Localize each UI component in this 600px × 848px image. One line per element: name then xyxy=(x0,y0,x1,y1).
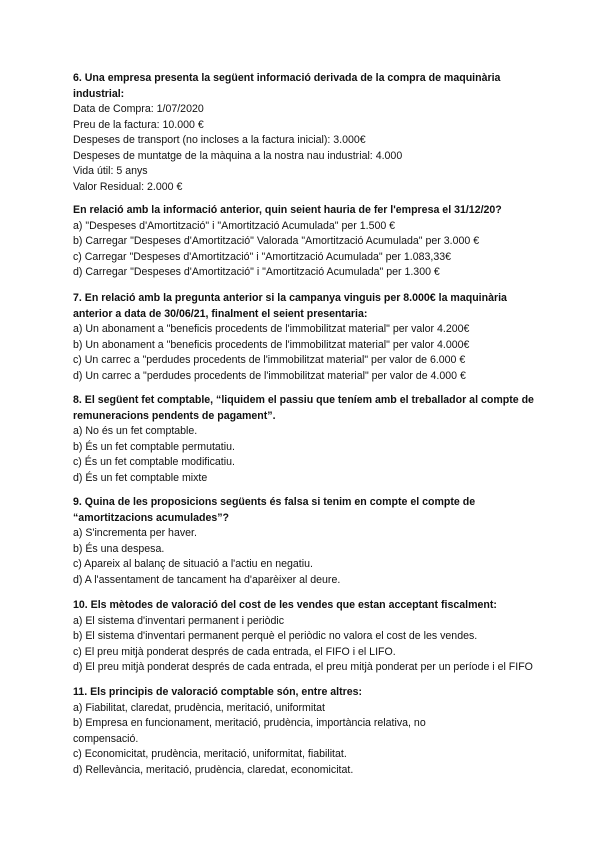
purchase-date: Data de Compra: 1/07/2020 xyxy=(73,103,204,115)
question-9-title: 9. Quina de les proposicions següents és falsa si tenim en compte el compte de “amortitzacions acumulades”? xyxy=(73,496,476,524)
question-11-title: 11. Els principis de valoració comptable són, entre altres: xyxy=(73,686,363,698)
option-c: c) Economicitat, prudència, meritació, uniformitat, fiabilitat. xyxy=(73,748,347,760)
option-d: d) Carregar "Despeses d'Amortització" i "Amortització Acumulada" per 1.300 € xyxy=(73,266,440,278)
option-a: a) No és un fet comptable. xyxy=(73,425,198,437)
option-d: d) És un fet comptable mixte xyxy=(73,471,208,484)
option-b: b) El sistema d'inventari permanent perquè el periòdic no valora el cost de les vendes. xyxy=(73,630,478,642)
transport-costs: Despeses de transport (no incloses a la factura inicial): 3.000€ xyxy=(73,134,366,146)
residual-value: Valor Residual: 2.000 € xyxy=(73,180,183,193)
option-b: b) És una despesa. xyxy=(73,542,165,555)
question-9 xyxy=(73,495,543,588)
assembly-costs: Despeses de muntatge de la màquina a la nostra nau industrial: 4.000 xyxy=(73,149,403,162)
question-7 xyxy=(73,291,543,384)
question-6-followup-title: En relació amb la informació anterior, quin seient hauria de fer l'empresa el 31/12/20? xyxy=(73,204,502,216)
option-b: b) Un abonament a "beneficis procedents de l'immobilitzat material" per valor 4.000€ xyxy=(73,338,470,351)
useful-life: Vida útil: 5 anys xyxy=(73,165,148,177)
invoice-price: Preu de la factura: 10.000 € xyxy=(73,118,204,131)
option-b: b) És un fet comptable permutatiu. xyxy=(73,440,235,453)
question-8-title: 8. El següent fet comptable, “liquidem el passiu que teníem amb el treballador al compte de remuneracions pendents de pagament”. xyxy=(73,394,534,422)
option-a: a) S'incrementa per haver. xyxy=(73,527,197,539)
option-d: d) Un carrec a "perdudes procedents de l'immobilitzat material" per valor de 4.000 € xyxy=(73,369,466,382)
option-b: b) Carregar "Despeses d'Amortització" Valorada "Amortització Acumulada" per 3.000 € xyxy=(73,235,480,247)
question-11 xyxy=(73,685,433,778)
question-10-title: 10. Els mètodes de valoració del cost de les vendes que estan acceptant fiscalment: xyxy=(73,599,497,611)
question-10 xyxy=(73,598,533,676)
option-a: a) Un abonament a "beneficis procedents de l'immobilitzat material" per valor 4.200€ xyxy=(73,323,470,335)
question-6 xyxy=(73,71,543,195)
option-c: c) Un carrec a "perdudes procedents de l'immobilitzat material" per valor de 6.000 € xyxy=(73,354,466,366)
option-d: d) A l'assentament de tancament ha d'aparèixer al deure. xyxy=(73,573,341,586)
option-a: a) El sistema d'inventari permanent i periòdic xyxy=(73,614,285,627)
option-c: c) És un fet comptable modificatiu. xyxy=(73,456,235,468)
option-d: d) El preu mitjà ponderat després de cada entrada, el preu mitjà ponderat per un període i el FIFO xyxy=(73,661,533,673)
option-a: a) Fiabilitat, claredat, prudència, meritació, uniformitat xyxy=(73,701,326,714)
option-a: a) "Despeses d'Amortització" i "Amortització Acumulada" per 1.500 € xyxy=(73,219,396,232)
option-b: b) Empresa en funcionament, meritació, prudència, importància relativa, no compensació. xyxy=(73,717,426,745)
option-c: c) Carregar "Despeses d'Amortització" i "Amortització Acumulada" per 1.083,33€ xyxy=(73,250,452,263)
question-6-followup xyxy=(73,203,502,281)
question-7-title: 7. En relació amb la pregunta anterior si la campanya vinguis per 8.000€ la maquinària anterior a data de 30/06/21, finalment el seient presentaria: xyxy=(73,292,507,320)
option-c: c) Apareix al balanç de situació a l'actiu en negatiu. xyxy=(73,558,313,570)
question-6-title: 6. Una empresa presenta la següent informació derivada de la compra de maquinària industrial: xyxy=(73,72,501,100)
question-8 xyxy=(73,393,543,486)
option-d: d) Rellevància, meritació, prudència, claredat, economicitat. xyxy=(73,763,354,776)
option-c: c) El preu mitjà ponderat després de cada entrada, el FIFO i el LIFO. xyxy=(73,645,396,658)
